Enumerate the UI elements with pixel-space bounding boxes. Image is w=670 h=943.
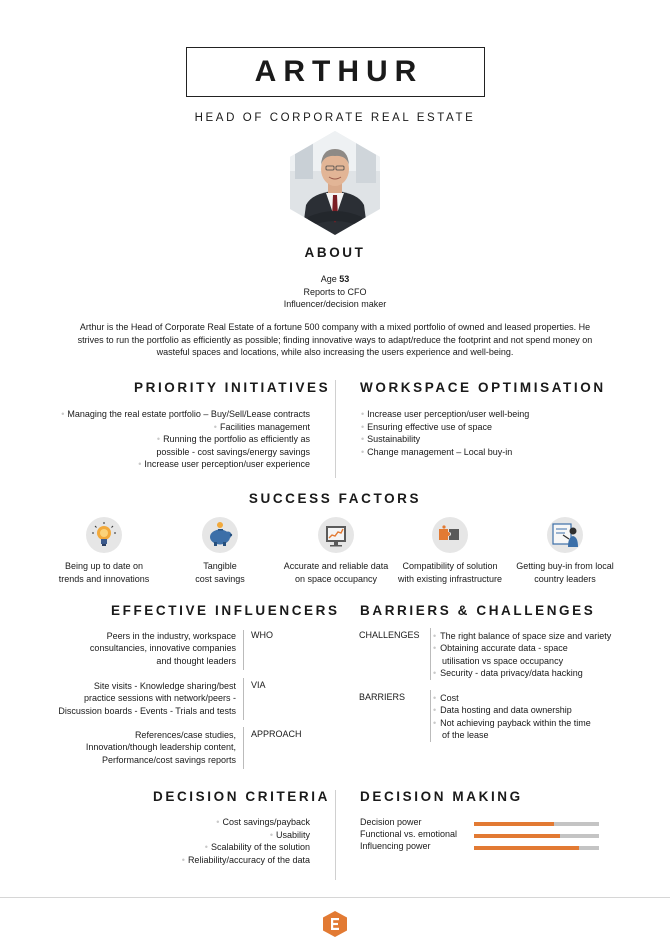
criteria-title: DECISION CRITERIA — [153, 789, 330, 804]
lightbulb-icon — [86, 517, 122, 553]
name-box — [186, 47, 485, 97]
barriers-key: BARRIERS — [359, 692, 406, 702]
list-item: • Facilities management — [213, 421, 310, 432]
list-item: utilisation vs space occupancy — [442, 655, 564, 666]
list-item: • Increase user perception/user well-being — [361, 409, 530, 419]
about-facts — [0, 273, 670, 311]
barriers-divider — [430, 690, 431, 742]
influencer-key: WHO — [251, 630, 273, 640]
list-item: • Security - data privacy/data hacking — [433, 668, 583, 679]
persona-role: HEAD OF CORPORATE REAL ESTATE — [194, 112, 476, 124]
about-title: ABOUT — [304, 245, 366, 260]
influencer-divider — [243, 678, 244, 720]
list-item: • Cost savings/payback — [216, 817, 310, 827]
decision-making-title: DECISION MAKING — [360, 789, 523, 804]
success-factor — [49, 517, 159, 585]
influencer-divider — [243, 630, 244, 670]
decision-power-bar — [474, 822, 599, 826]
functional-emotional-fill — [474, 834, 560, 838]
influencer-divider — [243, 727, 244, 769]
priority-list — [58, 408, 310, 471]
company-logo-icon — [323, 911, 347, 937]
challenges-key: CHALLENGES — [359, 630, 420, 640]
influencer-key: APPROACH — [251, 729, 302, 739]
puzzle-icon — [432, 517, 468, 553]
piggy-bank-icon — [202, 517, 238, 553]
influencer-text: Site visits - Knowledge sharing/best practice sessions with network/peers - Discussion boards - Events - Trials and tests — [58, 681, 236, 716]
barriers-title: BARRIERS & CHALLENGES — [360, 603, 596, 618]
list-item: • Data hosting and data ownership — [433, 705, 572, 716]
list-item: • Managing the real estate portfolio – Buy/Sell/Lease contracts — [61, 409, 310, 419]
divider-2 — [335, 790, 336, 880]
influencer-key: VIA — [251, 680, 266, 690]
challenges-divider — [430, 628, 431, 680]
list-item: • Increase user perception/user experience — [138, 459, 310, 470]
persona-name: ARTHUR — [254, 55, 424, 88]
avatar — [290, 131, 380, 235]
age-label: Age — [320, 274, 337, 284]
success-label: Accurate and reliable data on space occupancy — [283, 561, 389, 584]
list-item: • Scalability of the solution — [204, 842, 310, 853]
success-factor — [395, 517, 505, 585]
chart-monitor-icon — [318, 517, 354, 553]
success-label: Compatibility of solution with existing infrastructure — [397, 561, 503, 584]
success-label: Getting buy-in from local country leaders — [516, 561, 614, 584]
influencing-power-bar — [474, 846, 599, 850]
criteria-list — [179, 816, 310, 866]
about-description: Arthur is the Head of Corporate Real Estate of a fortune 500 company with a mixed portfolio of owned and leased properties. He strives to run the portfolio as efficiently as possible; finding innovative ways to adapt/reduce the footprint and not spend money on wasteful spaces and locations, while also increasing the users experience and well-being. — [77, 322, 593, 357]
influencing-power-fill — [474, 846, 579, 850]
influencer-text: Peers in the industry, workspace consultancies, innovative companies and thought leaders — [89, 631, 236, 666]
list-item: possible - cost savings/energy savings — [156, 446, 310, 457]
functional-emotional-bar — [474, 834, 599, 838]
priority-title: PRIORITY INITIATIVES — [134, 380, 331, 395]
list-item: • Cost — [433, 693, 459, 703]
list-item: • Obtaining accurate data - space — [433, 643, 568, 654]
persona-type: Influencer/decision maker — [283, 299, 387, 309]
age-value: 53 — [339, 274, 350, 284]
success-label: Being up to date on trends and innovations — [58, 561, 150, 584]
list-item: • The right balance of space size and variety — [433, 631, 612, 641]
influencer-text: References/case studies, Innovation/though leadership content, Performance/cost savings reports — [85, 730, 236, 765]
decision-power-label: Decision power — [360, 817, 422, 827]
success-label: Tangible cost savings — [195, 561, 245, 584]
footer-divider — [0, 897, 670, 898]
list-item: • Sustainability — [361, 434, 421, 445]
workspace-title: WORKSPACE OPTIMISATION — [360, 380, 606, 395]
list-item: • Running the portfolio as efficiently as — [156, 434, 310, 445]
success-factor — [165, 517, 275, 585]
success-title: SUCCESS FACTORS — [248, 491, 422, 506]
list-item: • Reliability/accuracy of the data — [181, 854, 310, 865]
list-item: • Ensuring effective use of space — [361, 421, 493, 432]
challenges-list — [433, 630, 611, 680]
list-item: of the lease — [442, 730, 489, 741]
list-item: • Change management – Local buy-in — [361, 446, 513, 457]
workspace-list — [358, 408, 529, 458]
influencers-title: EFFECTIVE INFLUENCERS — [111, 603, 340, 618]
influencing-power-label: Influencing power — [360, 841, 431, 851]
reports-to: Reports to CFO — [303, 286, 367, 297]
list-item: • Not achieving payback within the time — [433, 717, 591, 728]
age-line — [0, 273, 670, 286]
divider-1 — [335, 380, 336, 478]
success-factor — [510, 517, 620, 585]
barriers-list — [433, 692, 591, 742]
functional-emotional-label: Functional vs. emotional — [360, 829, 458, 839]
success-factor — [281, 517, 391, 585]
list-item: • Usability — [269, 829, 310, 840]
presenter-icon — [547, 517, 583, 553]
decision-power-fill — [474, 822, 554, 826]
